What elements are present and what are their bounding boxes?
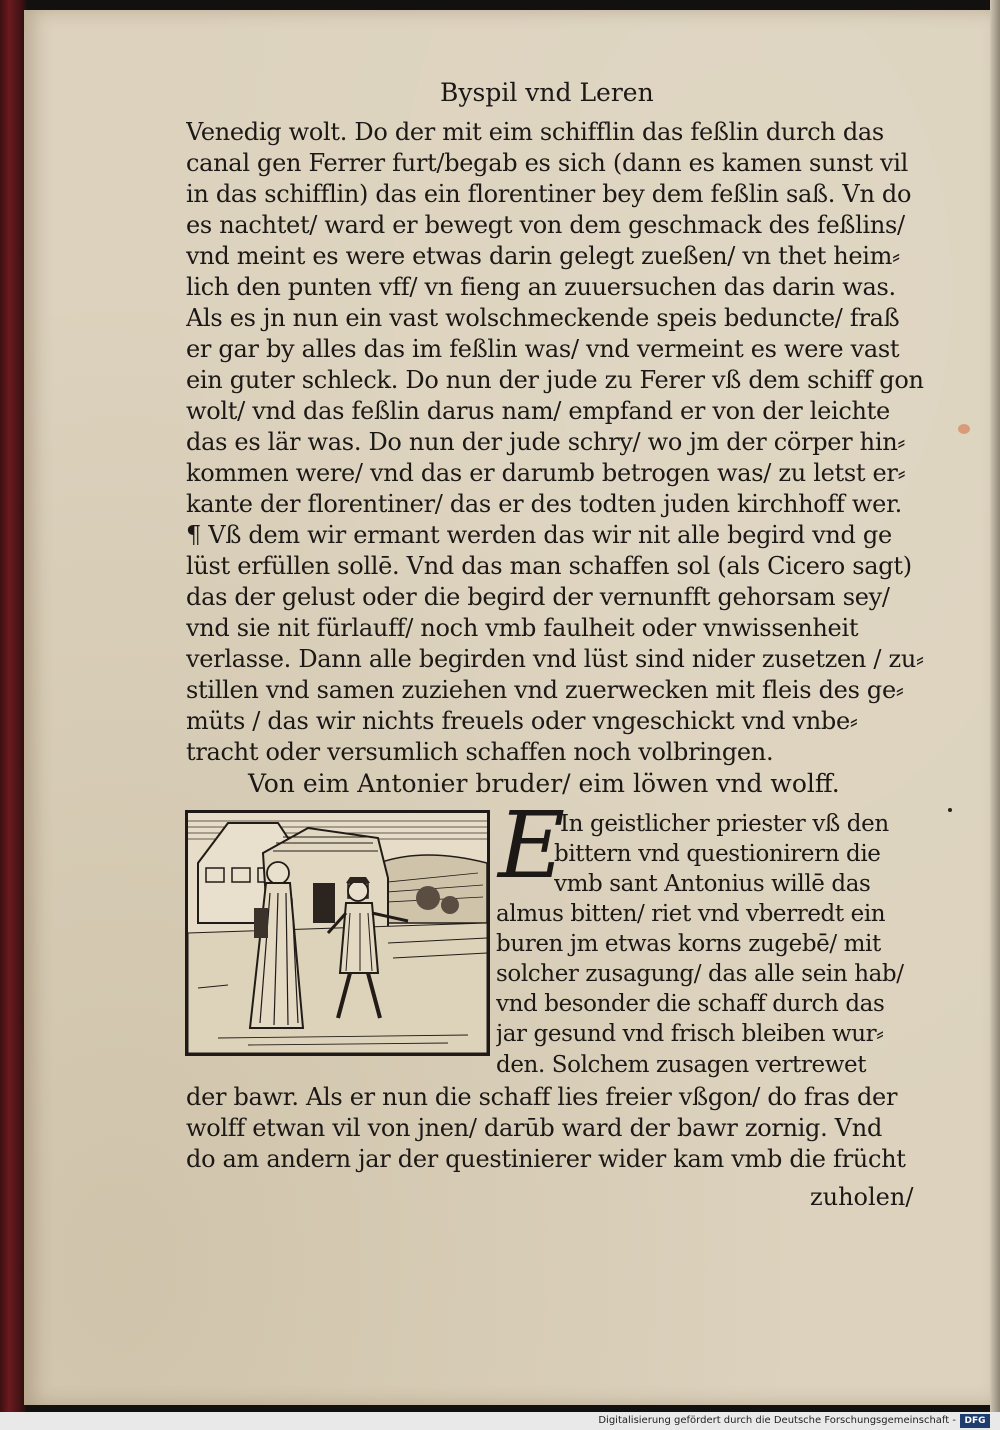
text-line: lüst erfüllen sollē. Vnd das man schaffen sol (als Cicero sagt) [186,552,912,580]
text-line: kante der florentiner/ das er des todten juden kirchhoff wer. [186,490,902,518]
text-line: ein guter schleck. Do nun der jude zu Ferer vß dem schiff gon [186,366,924,394]
book-binding-edge [0,0,26,1412]
text-line: ¶ Vß dem wir ermant werden das wir nit alle begird vnd ge [186,521,892,549]
text-line: buren jm etwas korns zugebē/ mit [496,931,881,957]
text-line: der bawr. Als er nun die schaff lies freier vßgon/ do fras der [186,1083,898,1111]
text-line: vnd sie nit fürlauff/ noch vmb faulheit oder vnwissenheit [186,614,859,642]
text-line: das der gelust oder die begird der vernunfft gehorsam sey/ [186,583,890,611]
decorated-initial: E [498,792,566,899]
text-line: vmb sant Antonius willē das [554,871,871,897]
woodcut-illustration [185,810,490,1056]
text-line: das es lär was. Do nun der jude schry/ wo jm der cörper hin⸗ [186,428,906,456]
catchword: zuholen/ [810,1183,914,1211]
text-line: canal gen Ferrer furt/begab es sich (dann es kamen sunst vil [186,149,909,177]
text-line: Als es jn nun ein vast wolschmeckende speis beduncte/ fraß [186,304,900,332]
page-edge [990,0,1000,1412]
paper-stain [958,424,970,434]
funding-credit: Digitalisierung gefördert durch die Deutsche Forschungsgemeinschaft - [598,1415,956,1426]
ink-speck [948,808,952,812]
text-line: den. Solchem zusagen vertrewet [496,1052,867,1078]
text-line: in das schifflin) das ein florentiner bey dem feßlin saß. Vn do [186,180,912,208]
text-line: er gar by alles das im feßlin was/ vnd vermeint es were vast [186,335,900,363]
running-head: Byspil vnd Leren [440,78,654,107]
text-line: solcher zusagung/ das alle sein hab/ [496,961,904,987]
woodcut-illustration-icon [188,813,487,1053]
text-line: do am andern jar der questinierer wider kam vmb die frücht [186,1145,906,1173]
text-line: müts / das wir nichts freuels oder vngeschickt vnd vnbe⸗ [186,707,858,735]
text-line: kommen were/ vnd das er darumb betrogen was/ zu letst er⸗ [186,459,906,487]
text-line: vnd besonder die schaff durch das [496,991,885,1017]
text-line: wolt/ vnd das feßlin darus nam/ empfand er von der leichte [186,397,890,425]
section-heading: Von eim Antonier bruder/ eim löwen vnd wolff. [248,769,840,798]
text-line: verlasse. Dann alle begirden vnd lüst sind nider zusetzen / zu⸗ [186,645,924,673]
text-line: almus bitten/ riet vnd vberredt ein [496,901,886,927]
text-line: stillen vnd samen zuziehen vnd zuerwecken mit fleis des ge⸗ [186,676,904,704]
text-line: bittern vnd questionirern die [554,841,881,867]
text-line: wolff etwan vil von jnen/ darūb ward der bawr zornig. Vnd [186,1114,883,1142]
text-line: Venedig wolt. Do der mit eim schifflin das feßlin durch das [186,118,884,146]
text-line: tracht oder versumlich schaffen noch volbringen. [186,738,774,766]
dfg-logo: DFG [960,1414,990,1428]
text-line: jar gesund vnd frisch bleiben wur⸗ [496,1021,884,1047]
text-line: es nachtet/ ward er bewegt von dem geschmack des feßlins/ [186,211,905,239]
text-line: lich den punten vff/ vn fieng an zuuersuchen das darin was. [186,273,896,301]
text-line: In geistlicher priester vß den [560,811,889,837]
text-line: vnd meint es were etwas darin gelegt zueßen/ vn thet heim⸗ [186,242,900,270]
